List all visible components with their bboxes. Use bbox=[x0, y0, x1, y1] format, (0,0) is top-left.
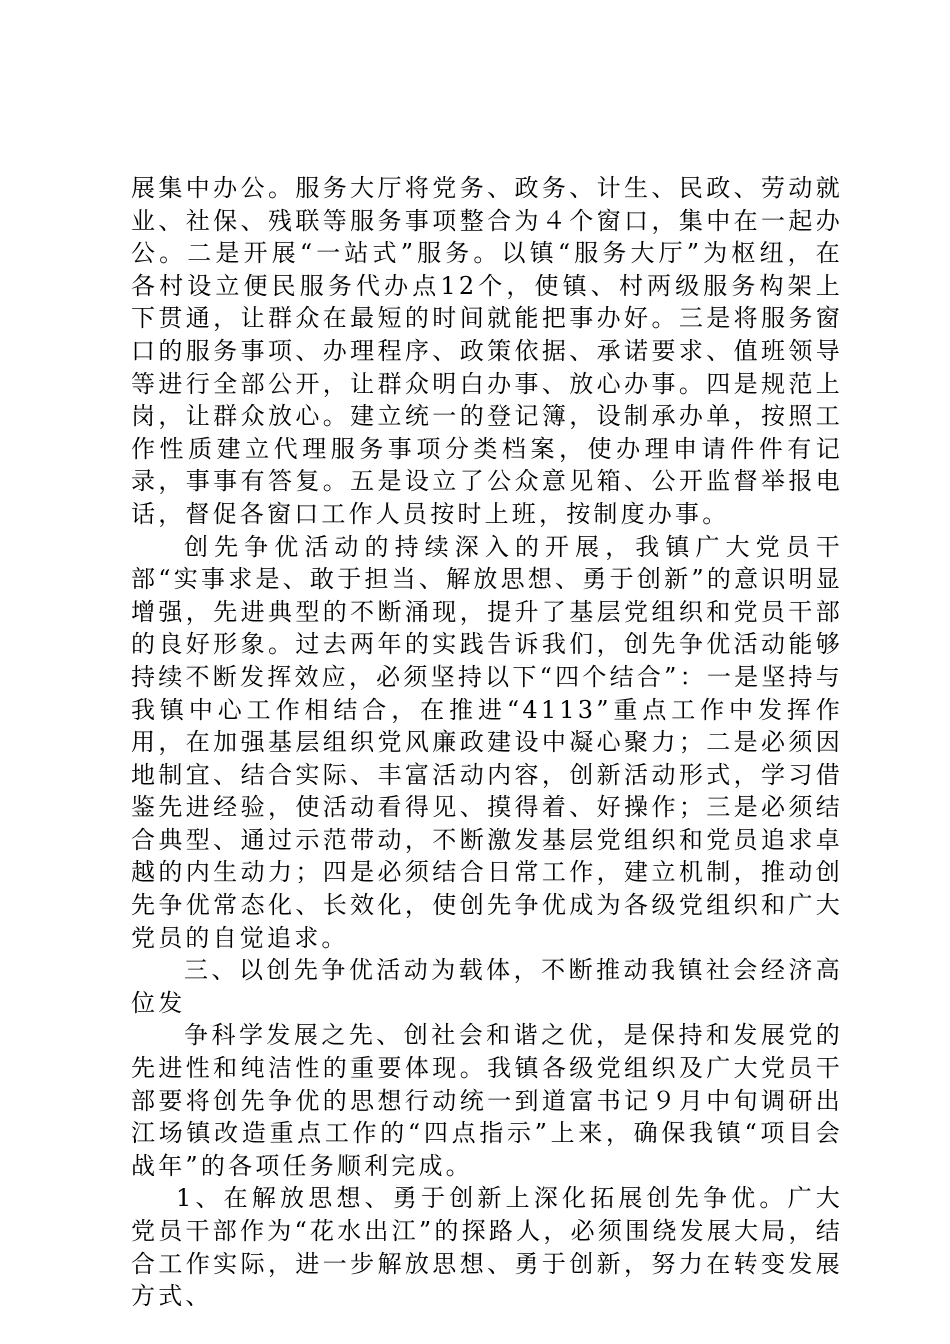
paragraph-scientific-development: 争科学发展之先、创社会和谐之优，是保持和发展党的先进性和纯洁性的重要体现。我镇各级党组织及广大党员干部要将创先争优的思想行动统一到道富书记９月中旬调研出江场镇改造重点工作的“四点指示”上来，确保我镇“项目会战年”的各项任务顺利完成。 bbox=[131, 1021, 843, 1180]
paragraph-activity-results: 创先争优活动的持续深入的开展，我镇广大党员干部“实事求是、敢于担当、解放思想、勇于创新”的意识明显增强，先进典型的不断涌现，提升了基层党组织和党员干部的良好形象。过去两年的实践告诉我们，创先争优活动能够持续不断发挥效应，必须坚持以下“四个结合”：一是坚持与我镇中心工作相结合，在推进“4113”重点工作中发挥作用，在加强基层组织党风廉政建设中凝心聚力；二是必须因地制宜、结合实际、丰富活动内容，创新活动形式，学习借鉴先进经验，使活动看得见、摸得着、好操作；三是必须结合典型、通过示范带动，不断激发基层党组织和党员追求卓越的内生动力；四是必须结合日常工作，建立机制，推动创先争优常态化、长效化，使创先争优成为各级党组织和广大党员的自觉追求。 bbox=[131, 532, 843, 952]
section-heading-three: 三、以创先争优活动为载体，不断推动我镇社会经济高位发 bbox=[131, 956, 843, 1017]
document-body bbox=[131, 172, 843, 1313]
paragraph-service-hall: 展集中办公。服务大厅将党务、政务、计生、民政、劳动就业、社保、残联等服务事项整合为４个窗口，集中在一起办公。二是开展“一站式”服务。以镇“服务大厅”为枢纽，在各村设立便民服务代办点12个，使镇、村两级服务构架上下贯通，让群众在最短的时间就能把事办好。三是将服务窗口的服务事项、办理程序、政策依据、承诺要求、值班领导等进行全部公开，让群众明白办事、放心办事。四是规范上岗，让群众放心。建立统一的登记簿，设制承办单，按照工作性质建立代理服务事项分类档案，使办理申请件件有记录，事事有答复。五是设立了公众意见箱、公开监督举报电话，督促各窗口工作人员按时上班，按制度办事。 bbox=[131, 174, 843, 528]
paragraph-item-one: 1、在解放思想、勇于创新上深化拓展创先争优。广大党员干部作为“花水出江”的探路人，必须围绕发展大局，结合工作实际，进一步解放思想、勇于创新，努力在转变发展方式、 bbox=[131, 1184, 843, 1311]
